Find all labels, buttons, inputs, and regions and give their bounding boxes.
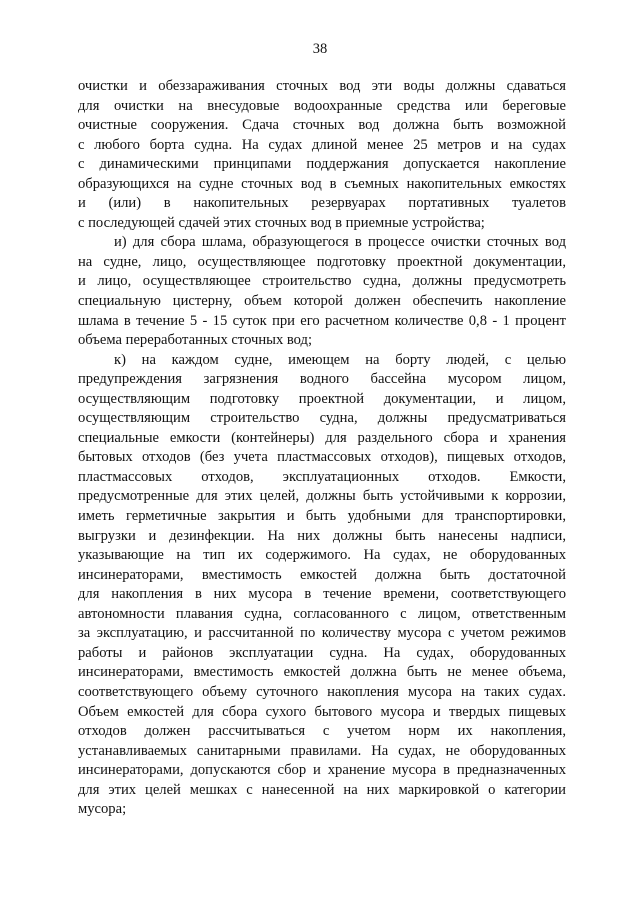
text-line: и (или) в накопительных резервуарах портативных туалетов	[78, 195, 566, 212]
text-line: выгрузки и дезинфекции. На них должны быть нанесены надписи,	[78, 527, 566, 544]
text-line: пластмассовых отходов, эксплуатационных отходов. Емкости,	[78, 468, 566, 485]
text-line: Объем емкостей для сбора сухого бытового мусора и твердых пищевых	[78, 703, 566, 720]
text-line: осуществляющим подготовку проектной документации, и лицом,	[78, 390, 566, 407]
text-line: с последующей сдачей этих сточных вод в приемные устройства;	[78, 214, 485, 231]
text-line: с динамическими принципами поддержания допускается накопление	[78, 156, 566, 173]
paragraph-item-i	[78, 233, 566, 350]
text-line: отходов должен рассчитываться с учетом норм их накопления,	[78, 723, 566, 740]
paragraph-item-k	[78, 351, 566, 820]
text-line: предусмотренные для этих целей, должны быть устойчивыми к коррозии,	[78, 488, 566, 505]
text-line: и лицо, осуществляющее строительство судна, должны предусмотреть	[78, 273, 566, 290]
text-line: шлама в течение 5 - 15 суток при его расчетном количестве 0,8 - 1 процент	[78, 312, 566, 329]
text-line: очистные сооружения. Сдача сточных вод должна быть возможной	[78, 117, 566, 134]
text-line: бытовых отходов (без учета пластмассовых отходов), пищевых отходов,	[78, 449, 566, 466]
text-line: указывающие на тип их содержимого. На судах, не оборудованных	[78, 547, 566, 564]
text-line: с любого борта судна. На судах длиной менее 25 метров и на судах	[78, 136, 566, 153]
text-line: соответствующего объему суточного накопления мусора на таких судах.	[78, 683, 566, 700]
text-line: за эксплуатацию, и рассчитанной по количеству мусора с учетом режимов	[78, 625, 566, 642]
text-line: для накопления в них мусора в течение времени, соответствующего	[78, 586, 566, 603]
page-number: 38	[312, 41, 328, 57]
text-line: объема переработанных сточных вод;	[78, 332, 313, 349]
text-line: инсинераторами, вместимость емкостей должна быть не менее объема,	[78, 664, 566, 681]
text-line: иметь герметичные закрытия и быть удобными для транспортировки,	[78, 508, 566, 525]
text-line: для очистки на внесудовые водоохранные средства или береговые	[78, 97, 566, 114]
text-line: и) для сбора шлама, образующегося в процессе очистки сточных вод	[114, 234, 566, 251]
text-line: работы и районов эксплуатации судна. На судах, оборудованных	[78, 644, 566, 661]
text-line: мусора;	[78, 801, 127, 818]
text-line: инсинераторами, допускаются сбор и хранение мусора в предназначенных	[78, 762, 566, 779]
text-line: образующихся на судне сточных вод в съемных накопительных емкостях	[78, 175, 566, 192]
text-line: для этих целей мешках с нанесенной на них маркировкой о категории	[78, 781, 566, 798]
text-line: специальные емкости (контейнеры) для раздельного сбора и хранения	[78, 429, 566, 446]
body-text	[78, 77, 566, 820]
text-line: на судне, лицо, осуществляющее подготовку проектной документации,	[78, 253, 566, 270]
paragraph-continuation	[78, 77, 566, 233]
text-line: к) на каждом судне, имеющем на борту людей, с целью	[114, 351, 566, 368]
text-line: очистки и обеззараживания сточных вод эти воды должны сдаваться	[78, 78, 566, 94]
text-line: предупреждения загрязнения водного бассейна мусором лицом,	[78, 371, 566, 388]
text-line: инсинераторами, вместимость емкостей должна быть достаточной	[78, 566, 566, 583]
text-line: специальную цистерну, объем которой должен обеспечить накопление	[78, 293, 566, 310]
text-line: автономности плавания судна, согласованного с лицом, ответственным	[78, 605, 566, 622]
text-line: осуществляющим строительство судна, должны предусматриваться	[78, 410, 566, 427]
text-line: устанавливаемых санитарными правилами. На судах, не оборудованных	[78, 742, 566, 759]
